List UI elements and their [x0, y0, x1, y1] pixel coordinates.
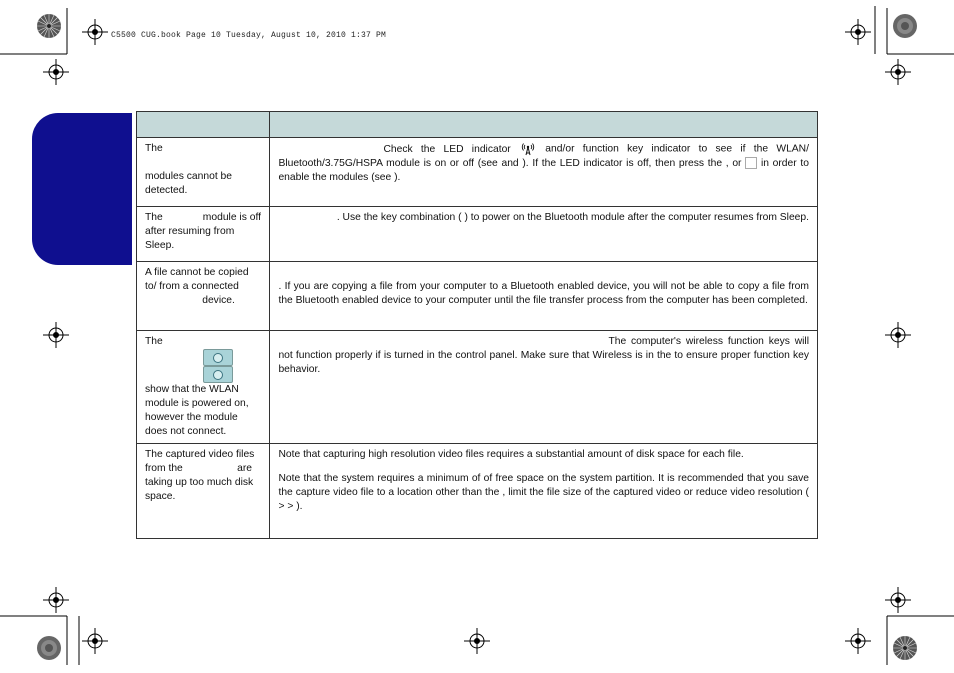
solution-paragraph-1: Note that capturing high resolution video files requires a substantial amount of disk space for each file. [278, 449, 744, 460]
problem-text-b: show that the WLAN module is powered on, however the module does not connect. [145, 384, 249, 437]
crop-registration-mark-icon [885, 587, 911, 613]
printer-starburst-target-icon [36, 13, 62, 39]
solution-text-b: and/or function key indicator to see if the WLAN/ Bluetooth/3.75G/HSPA module is on or off (see and ). If the LED indicator is off, then press the , or [278, 143, 809, 169]
crop-registration-mark-icon [82, 628, 108, 654]
print-header-line: C5500 CUG.book Page 10 Tuesday, August 10, 2010 1:37 PM [111, 31, 387, 40]
crop-registration-mark-icon [43, 587, 69, 613]
problem-text: The modules cannot be detected. [145, 143, 233, 196]
problem-text: The module is off after resuming from Sleep. [145, 212, 264, 251]
crop-registration-mark-icon [885, 322, 911, 348]
solution-text-a: Check the LED indicator [383, 143, 511, 155]
crop-registration-mark-icon [885, 59, 911, 85]
solution-text: . If you are copying a file from your computer to a Bluetooth enabled device, you will not be able to copy a file from the Bluetooth enabled device to your computer until the file transfer process from the computer has been completed. [278, 281, 809, 306]
crop-registration-mark-icon [82, 19, 108, 45]
solution-paragraph-2: Note that the system requires a minimum of of free space on the system partition. It is recommended that you save the capture video file to a location other than the , limit the file size of the captured video or reduce video resolution ( > > ). [278, 473, 809, 512]
solution-text: The computer's wireless function keys will not function properly if is turned in the control panel. Make sure that Wireless is in the to ensure proper function key behavior. [278, 336, 809, 375]
crop-registration-mark-icon [845, 19, 871, 45]
solution-text: . Use the key combination ( ) to power on the Bluetooth module after the computer resumes from Sleep. [336, 212, 809, 223]
printer-starburst-target-icon [892, 13, 918, 39]
printer-starburst-target-icon [892, 635, 918, 661]
crop-registration-mark-icon [43, 59, 69, 85]
problem-text-a: The [145, 336, 163, 347]
printer-starburst-target-icon [36, 635, 62, 661]
crop-registration-mark-icon [845, 628, 871, 654]
problem-text: The captured video files from the are taking up too much disk space. [145, 449, 258, 502]
crop-registration-mark-icon [43, 322, 69, 348]
solution-text-c: in order to enable the modules (see ). [278, 157, 809, 183]
problem-text: A file cannot be copied to/ from a connected device. [145, 267, 249, 306]
crop-registration-mark-icon [464, 628, 490, 654]
